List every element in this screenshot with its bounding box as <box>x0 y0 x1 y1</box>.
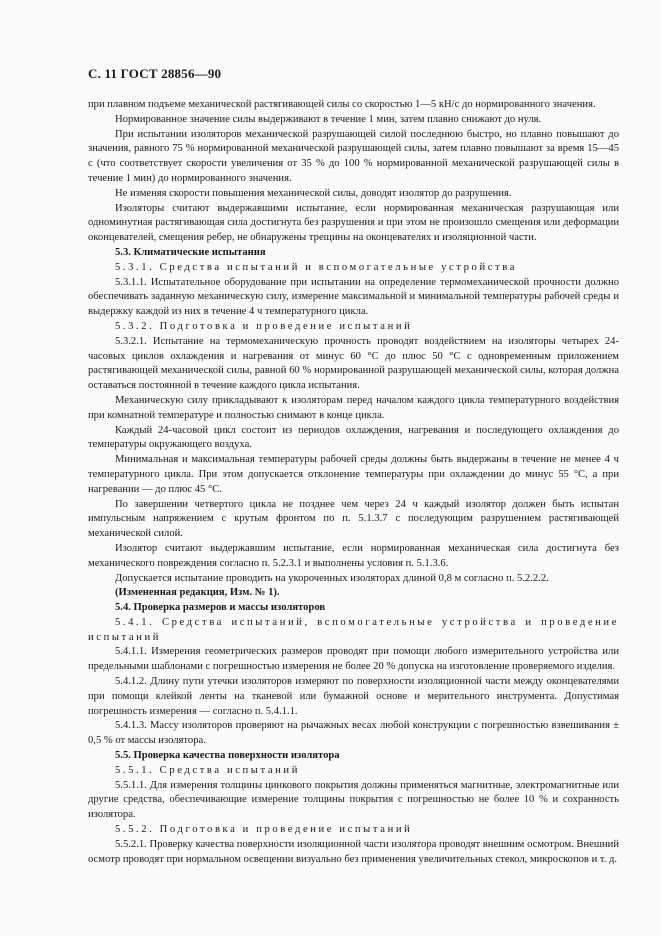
paragraph: При испытании изоляторов механической разрушающей силой последнюю быстро, но плавно повышают до значения, равного 75 % нормированной механической разрушающей силы, затем плавно повышают за время 15—45 с (что соответствует скорости увеличения от 35 % до 100 % нормированной механической разрушающей силы в течение 1 мин) до нормированного значения. <box>88 128 619 184</box>
paragraph: Каждый 24-часовой цикл состоит из периодов охлаждения, нагревания и последующего охлаждения до температуры окружающего воздуха. <box>88 424 619 451</box>
subsection-heading: 5.4.1. Средства испытаний, вспомогательные устройства и проведение испытаний <box>88 616 619 643</box>
paragraph: По завершении четвертого цикла не позднее чем через 24 ч каждый изолятор должен быть испытан импульсным напряжением с крутым фронтом по п. 5.1.3.7 с последующим разрушением растягивающей механической силой. <box>88 498 619 540</box>
subsection-heading: 5.5.1. Средства испытаний <box>115 764 300 776</box>
paragraph: Механическую силу прикладывают к изоляторам перед началом каждого цикла температурного воздействия при комнатной температуре и полностью снимают в конце цикла. <box>88 394 619 421</box>
paragraph: Минимальная и максимальная температуры рабочей среды должны быть выдержаны в течение не менее 4 ч температурного цикла. При этом допускается отклонение температуры при охлаждении до минус 55 °С, а при нагревании — до плюс 45 °С. <box>88 454 619 495</box>
paragraph: 5.4.1.3. Массу изоляторов проверяют на рычажных весах любой конструкции с погрешностью взвешивания ± 0,5 % от массы изолятора. <box>88 720 619 747</box>
paragraph: 5.4.1.2. Длину пути утечки изоляторов измеряют по поверхности изоляционной части между оконцевателями при помощи клейкой ленты на тканевой или бумажной основе и мерительного инструмента. Допустимая погрешность измерения — согласно п. 5.4.1.1. <box>88 676 619 717</box>
paragraph: Нормированное значение силы выдерживают в течение 1 мин, затем плавно снижают до нуля. <box>115 113 542 125</box>
paragraph: при плавном подъеме механической растягивающей силы со скоростью 1—5 кН/с до нормированного значения. <box>88 99 596 110</box>
subsection-heading: 5.3.2. Подготовка и проведение испытаний <box>115 320 413 332</box>
paragraph: Изолятор считают выдержавшим испытание, если нормированная механическая сила достигнута без механического повреждения согласно п. 5.2.3.1 и выполнены условия п. 5.1.3.6. <box>88 542 619 569</box>
subsection-heading: 5.3.1. Средства испытаний и вспомогательные устройства <box>115 261 518 273</box>
paragraph: Допускается испытание проводить на укороченных изоляторах длиной 0,8 м согласно п. 5.2.2.2. <box>115 572 549 584</box>
section-heading: 5.4. Проверка размеров и массы изоляторов <box>115 602 326 614</box>
paragraph: 5.5.1.1. Для измерения толщины цинкового покрытия должны применяться магнитные, электромагнитные или другие средства, обеспечивающие измерение толщины покрытия с погрешностью не более 10 % и сохранность изолятора. <box>88 779 619 821</box>
subsection-heading: 5.5.2. Подготовка и проведение испытаний <box>115 824 413 836</box>
page-header: С. 11 ГОСТ 28856—90 <box>88 66 222 81</box>
section-heading: 5.3. Климатические испытания <box>115 246 266 258</box>
paragraph: 5.3.2.1. Испытание на термомеханическую прочность проводят воздействием на изоляторы четырех 24-часовых циклов охлаждения и нагревания от минус 60 °С до плюс 50 °С с одновременным приложением растягивающей механической силы, равной 60 % нормированной разрушающей механической силы, которая должна оставаться постоянной в течение каждого цикла испытания. <box>88 335 619 392</box>
paragraph: 5.4.1.1. Измерения геометрических размеров проводят при помощи любого измерительного устройства или предельными шаблонами с погрешностью измерения не более 20 % допуска на изготовление проверяемого изделия. <box>88 646 619 673</box>
paragraph: 5.3.1.1. Испытательное оборудование при испытании на определение термомеханической прочности должно обеспечивать заданную механическую силу, измерение максимальной и минимальной температуры рабочей среды и выдержку каждой из них в течение 4 ч температурного цикла. <box>88 276 619 318</box>
paragraph: 5.5.2.1. Проверку качества поверхности изоляционной части изолятора проводят внешним осмотром. Внешний осмотр проводят при нормальном освещении визуально без применения увеличительных стекол, микроскопов и т. д. <box>88 838 619 865</box>
document-body <box>88 98 619 867</box>
section-heading: 5.5. Проверка качества поверхности изолятора <box>115 750 340 762</box>
paragraph: Изоляторы считают выдержавшими испытание, если нормированная механическая разрушающая или одноминутная растягивающая сила достигнута без разрушения и при этом не произошло смещения или деформации оконцевателей, смещения ребер, не обнаружены трещины на оконцевателях и изоляционной части. <box>88 202 619 244</box>
amendment-note: (Измененная редакция, Изм. № 1). <box>115 587 280 599</box>
paragraph: Не изменяя скорости повышения механической силы, доводят изолятор до разрушения. <box>115 187 512 199</box>
